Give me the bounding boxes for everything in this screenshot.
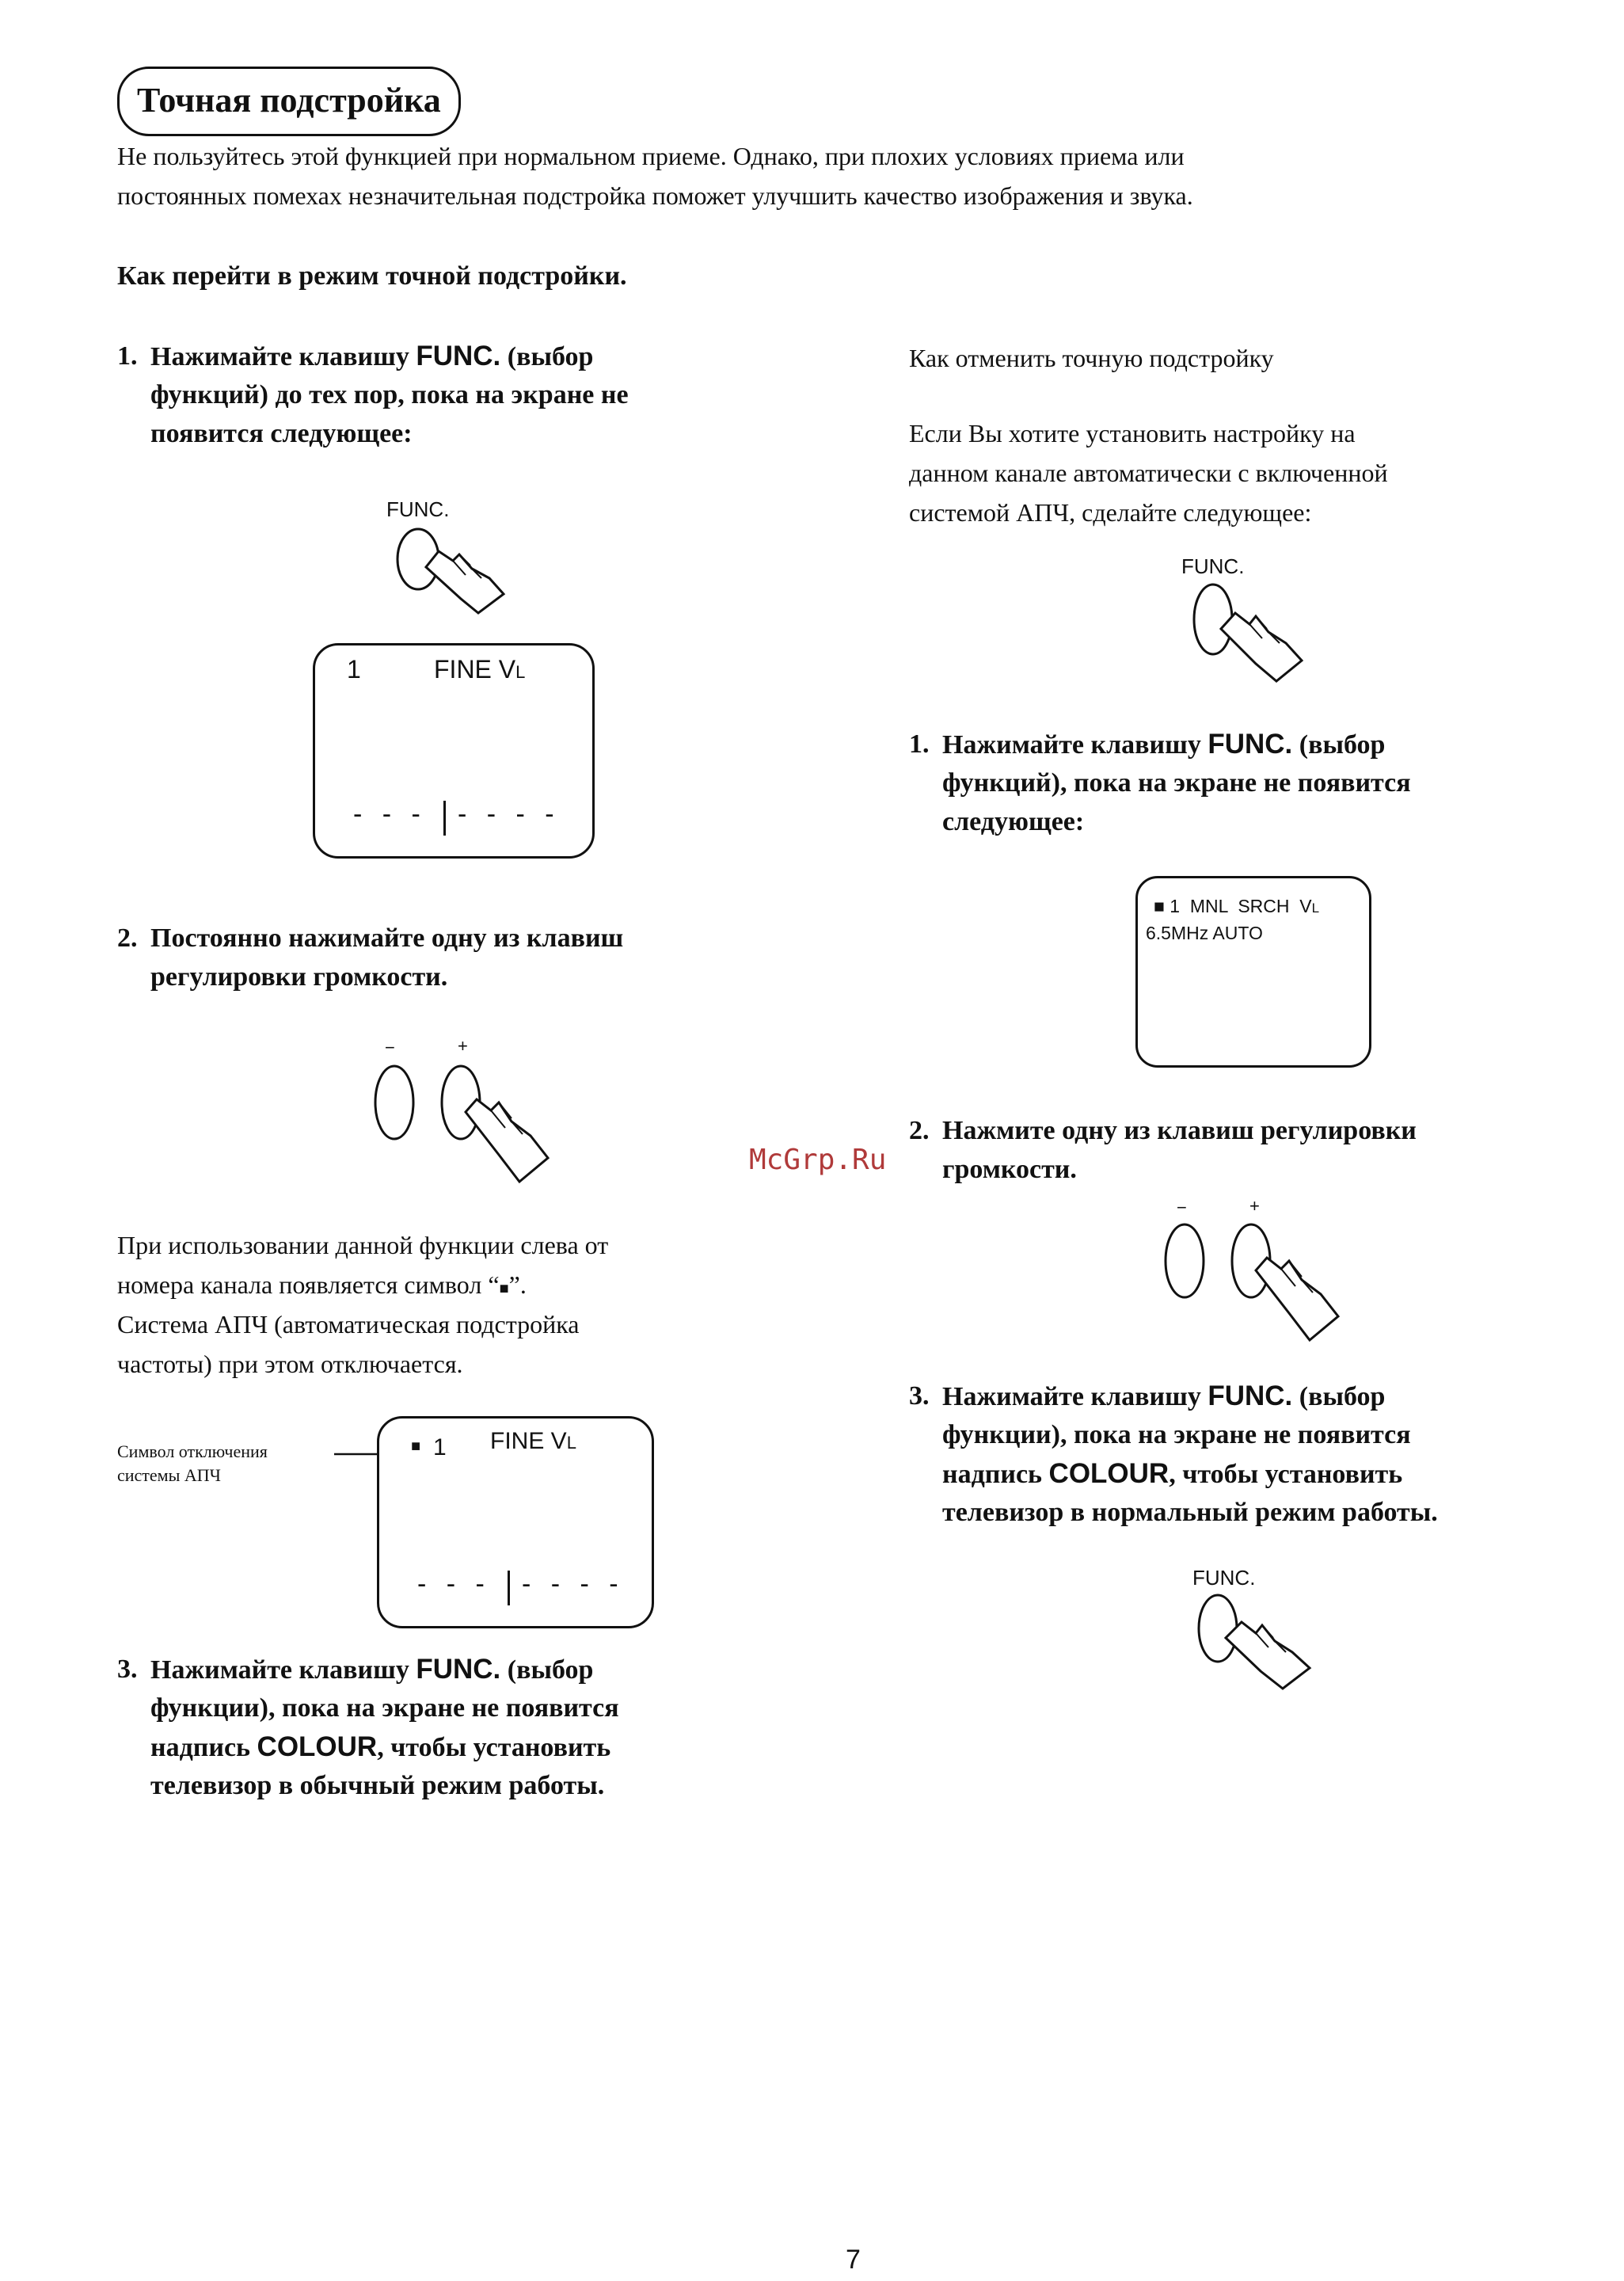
- func-label: FUNC.: [1181, 554, 1245, 578]
- func-button-hand-icon: [1194, 1589, 1329, 1700]
- right-para-line-2: данном канале автоматически с включенной: [909, 459, 1388, 487]
- tv-screen-manual-search: ■ 1 MNL SRCH VL 6.5MHz AUTO: [1135, 876, 1371, 1068]
- right-step-1: 1. Нажимайте клавишу FUNC. (выбор функций), пока на экране не появится следующее:: [909, 729, 1411, 836]
- minus-label: −: [385, 1038, 395, 1057]
- tuning-cursor: [443, 801, 446, 836]
- step-number: 1.: [117, 341, 138, 371]
- volume-buttons-hand-icon: [372, 1061, 562, 1196]
- left-step-3: 3. Нажимайте клавишу FUNC. (выбор функции), пока на экране не появится надпись COLOUR, чтобы установить телевизор в обычный режим работы.: [117, 1654, 619, 1800]
- func-button-hand-icon: [393, 523, 519, 618]
- right-heading: Как отменить точную подстройку: [909, 344, 1274, 372]
- afc-off-label: Символ отключения системы АПЧ: [117, 1441, 268, 1485]
- func-label: FUNC.: [386, 497, 450, 521]
- tv-screen-fine: 1 FINE VL - - - - - - -: [313, 643, 595, 859]
- intro-line-2: постоянных помехах незначительная подстройка поможет улучшить качество изображения и звука.: [117, 181, 1193, 210]
- left-step-1: 1. Нажимайте клавишу FUNC. (выбор функций) до тех пор, пока на экране не появится следующее:: [117, 337, 790, 455]
- left-para-line-2: номера канала появляется символ “■”.: [117, 1270, 527, 1299]
- left-para-line-1: При использовании данной функции слева от: [117, 1231, 609, 1259]
- tv-screen-fine-afc-off: ■ 1 FINE VL - - - - - - -: [377, 1416, 654, 1628]
- func-button-hand-icon: [1189, 578, 1316, 689]
- plus-label: +: [1249, 1196, 1260, 1216]
- func-label: FUNC.: [1192, 1566, 1256, 1590]
- right-para-line-3: системой АПЧ, сделайте следующее:: [909, 498, 1312, 527]
- minus-label: −: [1177, 1198, 1187, 1217]
- right-step-3: 3. Нажимайте клавишу FUNC. (выбор функции), пока на экране не появится надпись COLOUR, чтобы установить телевизор в нормальный режим работы.: [909, 1380, 1438, 1527]
- left-step-2: 2. Постоянно нажимайте одну из клавиш регулировки громкости.: [117, 923, 624, 992]
- left-para-line-3: Система АПЧ (автоматическая подстройка: [117, 1310, 580, 1339]
- plus-label: +: [458, 1036, 468, 1056]
- page-number: 7: [846, 2245, 861, 2275]
- right-step-2: 2. Нажмите одну из клавиш регулировки громкости.: [909, 1116, 1417, 1184]
- intro-line-1: Не пользуйтесь этой функцией при нормальном приеме. Однако, при плохих условиях приема или: [117, 142, 1185, 170]
- screen-mode: FINE VL: [434, 655, 526, 684]
- left-heading: Как перейти в режим точной подстройки.: [117, 261, 627, 291]
- right-para-line-1: Если Вы хотите установить настройку на: [909, 419, 1356, 447]
- tuning-cursor: [508, 1571, 510, 1605]
- volume-buttons-hand-icon: [1162, 1220, 1352, 1354]
- watermark: McGrp.Ru: [749, 1144, 887, 1176]
- left-para-line-4: частоты) при этом отключается.: [117, 1350, 463, 1378]
- page-title: Точная подстройка: [117, 67, 461, 136]
